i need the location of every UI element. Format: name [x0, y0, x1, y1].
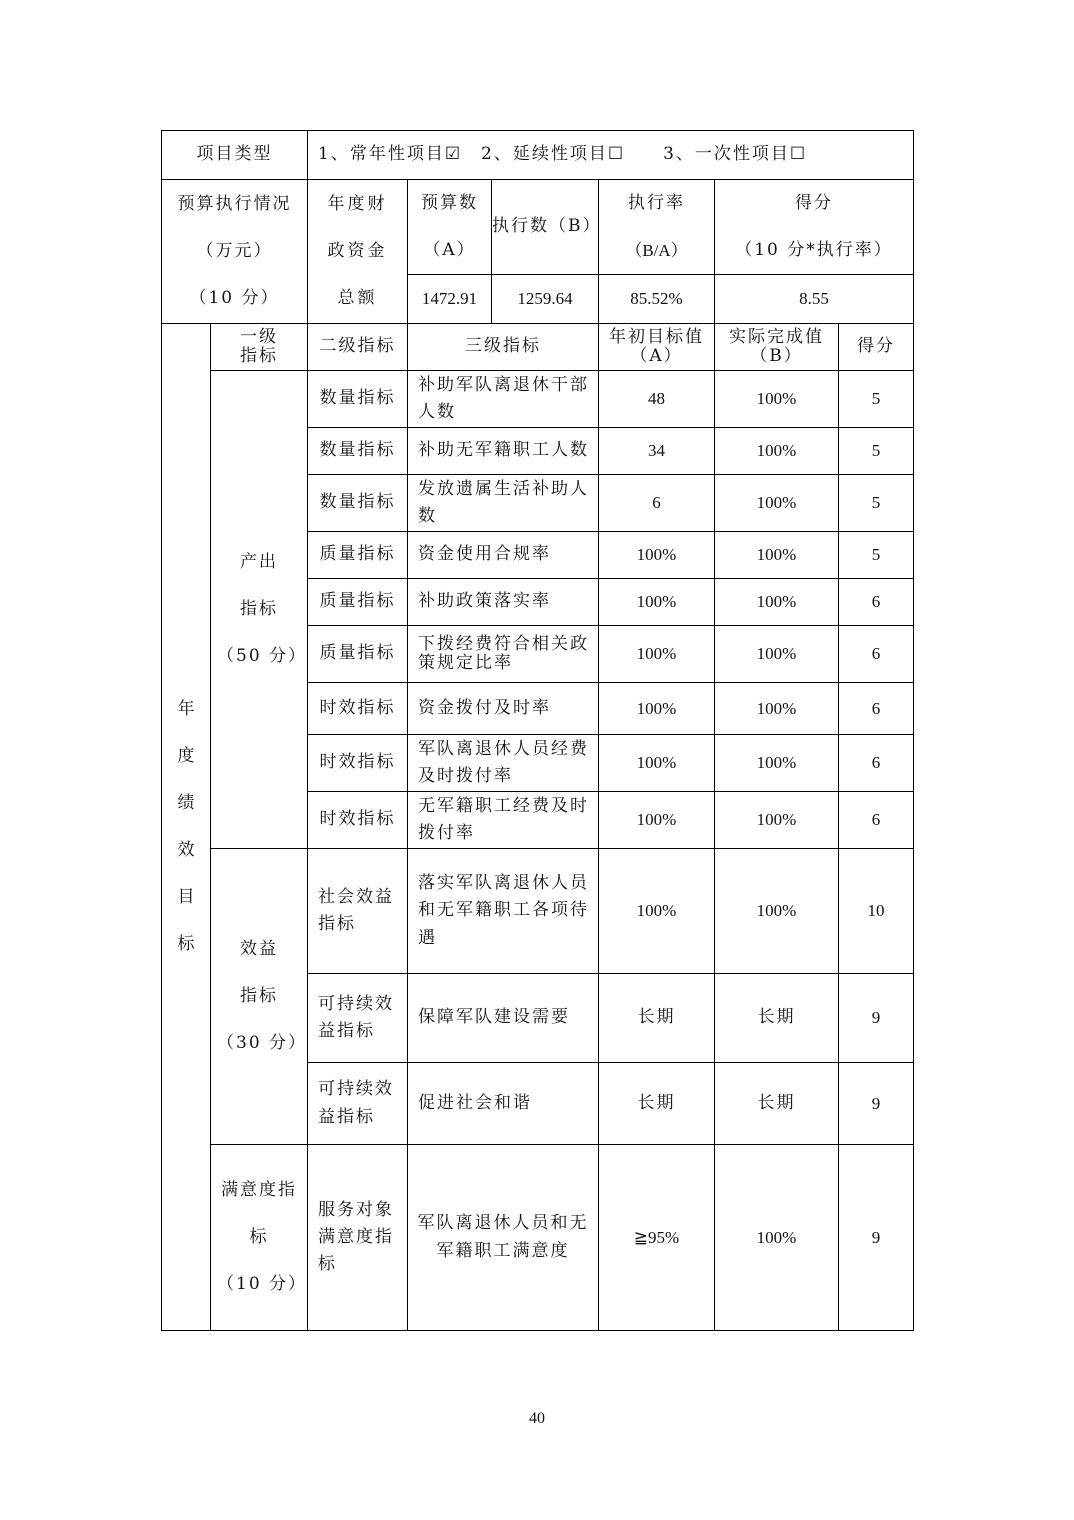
row-target: 100% — [599, 735, 715, 792]
row-actual: 100% — [715, 475, 839, 532]
budget-exec-label — [162, 180, 308, 324]
row-score: 6 — [839, 683, 914, 735]
row-target: ≧95% — [599, 1145, 715, 1331]
vertical-char: 年 — [177, 699, 195, 719]
row-level3: 补助无军籍职工人数 — [408, 428, 599, 475]
row-target: 100% — [599, 579, 715, 626]
category-satisfaction — [211, 1145, 308, 1331]
budget-label-line: （万元） — [196, 241, 273, 261]
vertical-char: 效 — [177, 840, 195, 860]
header-level1: 一级 指标 — [211, 324, 308, 371]
annual-fund-label — [308, 180, 408, 324]
exec-header: 执行数（B） — [492, 216, 602, 237]
category-line: 标 — [249, 1227, 269, 1247]
header-level2: 二级指标 — [308, 324, 408, 371]
row-level3: 无军籍职工经费及时拨付率 — [408, 792, 599, 849]
row-score: 9 — [839, 974, 914, 1063]
row-target: 100% — [599, 683, 715, 735]
budget-header-label: 预算数 — [421, 192, 478, 213]
score-value: 8.55 — [715, 275, 914, 324]
score-header-sub: （10 分*执行率） — [735, 240, 893, 260]
row-score: 5 — [839, 532, 914, 579]
project-type-label: 项目类型 — [162, 131, 308, 180]
rate-header-label: 执行率 — [628, 193, 685, 213]
row-level2: 时效指标 — [308, 683, 408, 735]
fund-label-line: 总额 — [337, 288, 378, 308]
row-level2: 社会效益指标 — [308, 849, 408, 974]
category-line: 产出 — [240, 552, 278, 572]
row-level3: 发放遗属生活补助人数 — [408, 475, 599, 532]
vertical-char: 目 — [177, 887, 195, 907]
annual-goal-label — [162, 324, 211, 1331]
rate-value: 85.52% — [599, 275, 715, 324]
row-actual: 100% — [715, 371, 839, 428]
row-score: 9 — [839, 1145, 914, 1331]
exec-value: 1259.64 — [517, 289, 573, 309]
vertical-char: 度 — [177, 746, 195, 766]
category-line: 效益 — [240, 939, 278, 959]
row-actual: 长期 — [715, 1063, 839, 1145]
row-target: 100% — [599, 532, 715, 579]
row-score: 6 — [839, 735, 914, 792]
vertical-char: 标 — [177, 934, 195, 954]
project-type-options: 1、常年性项目☑ 2、延续性项目☐ 3、一次性项目☐ — [308, 131, 914, 180]
row-actual: 100% — [715, 849, 839, 974]
row-score: 6 — [839, 579, 914, 626]
row-score: 5 — [839, 428, 914, 475]
row-level2: 数量指标 — [308, 371, 408, 428]
row-actual: 长期 — [715, 974, 839, 1063]
row-level3: 补助军队离退休干部人数 — [408, 371, 599, 428]
category-output — [211, 371, 308, 849]
row-target: 34 — [599, 428, 715, 475]
fund-label-line: 政资金 — [327, 241, 388, 261]
row-level2: 质量指标 — [308, 626, 408, 683]
row-level3: 补助政策落实率 — [408, 579, 599, 626]
row-level2: 可持续效益指标 — [308, 974, 408, 1063]
budget-value: 1472.91 — [408, 275, 492, 323]
header-score: 得分 — [839, 324, 914, 371]
budget-label-line: 预算执行情况 — [177, 194, 292, 214]
row-level2: 质量指标 — [308, 579, 408, 626]
row-target: 100% — [599, 792, 715, 849]
rate-header — [599, 180, 715, 275]
score-header — [715, 180, 914, 275]
row-target: 长期 — [599, 1063, 715, 1145]
row-level2: 可持续效益指标 — [308, 1063, 408, 1145]
row-actual: 100% — [715, 532, 839, 579]
performance-table — [161, 130, 914, 1331]
row-score: 5 — [839, 475, 914, 532]
score-header-label: 得分 — [795, 193, 833, 213]
category-line: 满意度指 — [221, 1180, 297, 1200]
row-actual: 100% — [715, 579, 839, 626]
category-line: （30 分） — [217, 1033, 308, 1053]
row-score: 10 — [839, 849, 914, 974]
row-level3: 下拨经费符合相关政策规定比率 — [408, 626, 599, 683]
budget-header-sub: （A） — [423, 239, 476, 260]
row-score: 6 — [839, 792, 914, 849]
row-level2: 时效指标 — [308, 735, 408, 792]
row-target: 6 — [599, 475, 715, 532]
row-actual: 100% — [715, 428, 839, 475]
row-level2: 质量指标 — [308, 532, 408, 579]
vertical-char: 绩 — [177, 793, 195, 813]
row-actual: 100% — [715, 1145, 839, 1331]
category-line: （50 分） — [217, 646, 308, 666]
row-actual: 100% — [715, 735, 839, 792]
row-actual: 100% — [715, 626, 839, 683]
row-level3: 落实军队离退休人员和无军籍职工各项待遇 — [408, 849, 599, 974]
row-level2: 数量指标 — [308, 475, 408, 532]
row-target: 长期 — [599, 974, 715, 1063]
row-target: 100% — [599, 849, 715, 974]
row-level3: 资金拨付及时率 — [408, 683, 599, 735]
row-level2: 服务对象满意度指标 — [308, 1145, 408, 1331]
header-target: 年初目标值 （A） — [599, 324, 715, 371]
row-target: 100% — [599, 626, 715, 683]
row-score: 6 — [839, 626, 914, 683]
budget-label-line: （10 分） — [189, 288, 280, 308]
category-line: 指标 — [240, 599, 278, 619]
category-benefit — [211, 849, 308, 1145]
row-score: 5 — [839, 371, 914, 428]
row-level3: 军队离退休人员和无军籍职工满意度 — [408, 1145, 599, 1331]
header-actual: 实际完成值 （B） — [715, 324, 839, 371]
row-actual: 100% — [715, 792, 839, 849]
row-level3: 促进社会和谐 — [408, 1063, 599, 1145]
row-level3: 保障军队建设需要 — [408, 974, 599, 1063]
category-line: 指标 — [240, 986, 278, 1006]
row-actual: 100% — [715, 683, 839, 735]
row-level2: 时效指标 — [308, 792, 408, 849]
row-level3: 资金使用合规率 — [408, 532, 599, 579]
rate-header-sub: （B/A） — [625, 241, 688, 260]
page-number: 40 — [529, 1410, 545, 1427]
budget-a-header — [408, 180, 492, 274]
row-target: 48 — [599, 371, 715, 428]
row-score: 9 — [839, 1063, 914, 1145]
row-level3: 军队离退休人员经费及时拨付率 — [408, 735, 599, 792]
header-level3: 三级指标 — [408, 324, 599, 371]
row-level2: 数量指标 — [308, 428, 408, 475]
budget-values — [408, 275, 599, 324]
budget-header — [408, 180, 602, 275]
fund-label-line: 年度财 — [327, 194, 388, 214]
category-line: （10 分） — [217, 1274, 308, 1294]
